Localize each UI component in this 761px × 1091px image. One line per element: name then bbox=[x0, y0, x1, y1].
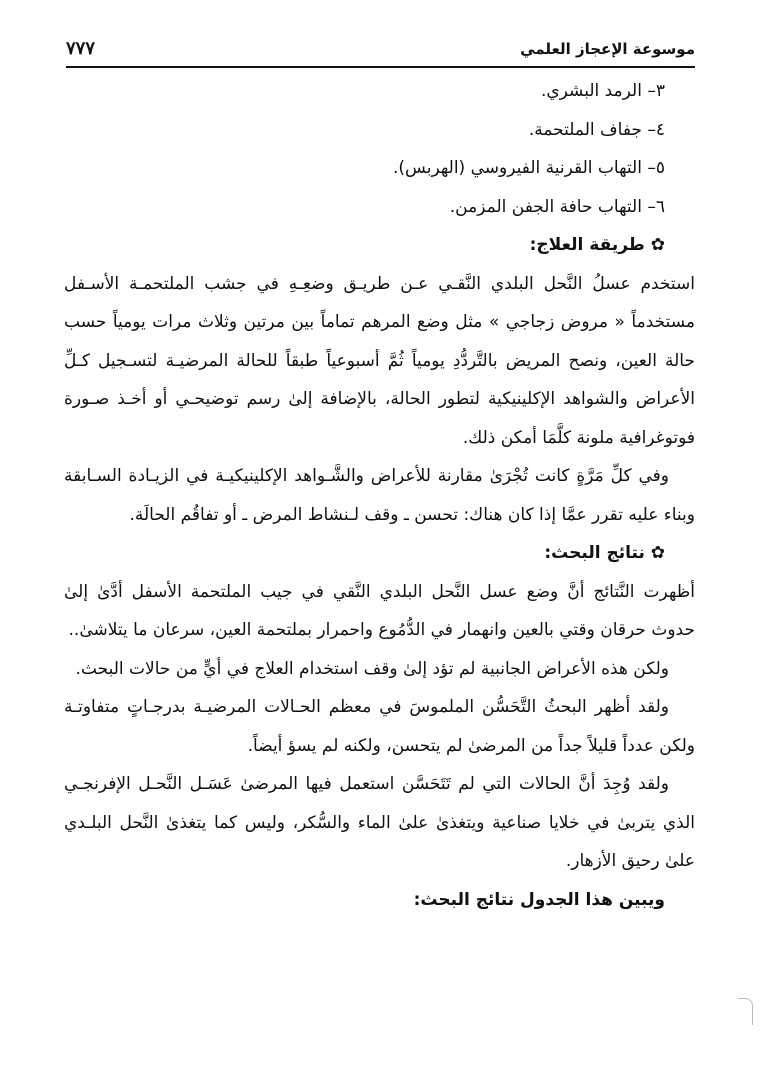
results-paragraph: أظهرت النَّتائج أنَّ وضع عسل النَّحل البلدي النَّقي في جيب الملتحمة الأسفل أدَّىٰ إلىٰ حدوث حرقان وقتي بالعين وانهمار في الدُّمُوع واحمرار بملتحمة العين، سرعان ما يتلاشىٰ.. bbox=[64, 581, 695, 640]
page-header bbox=[66, 36, 695, 68]
list-item: ٦– التهاب حافة الجفن المزمن. bbox=[449, 196, 665, 217]
page-body bbox=[64, 72, 695, 919]
margin-mark bbox=[738, 998, 753, 1025]
treatment-paragraph: استخدم عسلُ النَّحل البلدي النَّقـي عـن طريـق وضعِـهِ في جشب الملتحمـة الأسـفل مستخدماً « مروض زجاجي » مثل وضع المرهم تماماً بين مرتين وثلاث مرات يومياً حسب حالة العين، ونصح المريض بالتَّردُّدِ يومياً ثُمَّ أسبوعياً طبقاً للحالة المرضيـة لتسـجيل كـلِّ الأعراض والشواهد الإكلينيكية لتطور الحالة، بالإضافة إلىٰ رسم توضيحـي أو أخـذ صـورة فوتوغرافية ملونة كلَّمَا أمكن ذلك. bbox=[64, 273, 695, 448]
list-item: ٣– الرمد البشري. bbox=[540, 81, 665, 101]
list-item: ٤– جفاف الملتحمة. bbox=[528, 119, 665, 140]
results-paragraph: ولقد أظهر البحثُ التَّحَسُّن الملموسَ في معظم الحـالات المرضيـة بدرجـاتٍ متفاوتـة ولكن عدداً قليلاً جداً من المرضىٰ لم يتحسن، ولكنه لم يسؤ أيضاً. bbox=[64, 697, 695, 756]
list-item: ٥– التهاب القرنية الفيروسي (الهربس). bbox=[393, 158, 665, 178]
page-number: ٧٧٧ bbox=[66, 38, 96, 59]
results-paragraph: ولكن هذه الأعراض الجانبية لم تؤد إلىٰ وقف استخدام العلاج في أيٍّ من حالات البحث. bbox=[75, 658, 669, 679]
treatment-paragraph: وفي كلِّ مَرَّةٍ كانت تُجْرَىٰ مقارنة للأعراض والشَّـواهد الإكلينيكيـة في الزيـادة السـابقة وبناء عليه تقرر عمَّا إذا كان هناك: تحسن ـ وقف لـنشاط المرض ـ أو تفاقُم الحالَة. bbox=[64, 466, 695, 525]
results-paragraph: ولقد وُجِدَ أنَّ الحالات التي لم تَتَحَسَّن استعمل فيها المرضىٰ عَسَـل النَّحـل الإفرنجـي الذي يتربىٰ في خلايا صناعية ويتغذىٰ علىٰ الماء والسُّكر، وليس كما يتغذىٰ النَّحل البلـدي علىٰ رحيق الأزهار. bbox=[64, 774, 695, 871]
table-intro-line: ويبين هذا الجدول نتائج البحث: bbox=[413, 889, 665, 910]
results-heading: ✿ نتائج البحث: bbox=[544, 543, 665, 563]
running-title: موسوعة الإعجاز العلمي bbox=[520, 40, 695, 58]
treatment-heading: ✿ طريقة العلاج: bbox=[529, 235, 665, 255]
